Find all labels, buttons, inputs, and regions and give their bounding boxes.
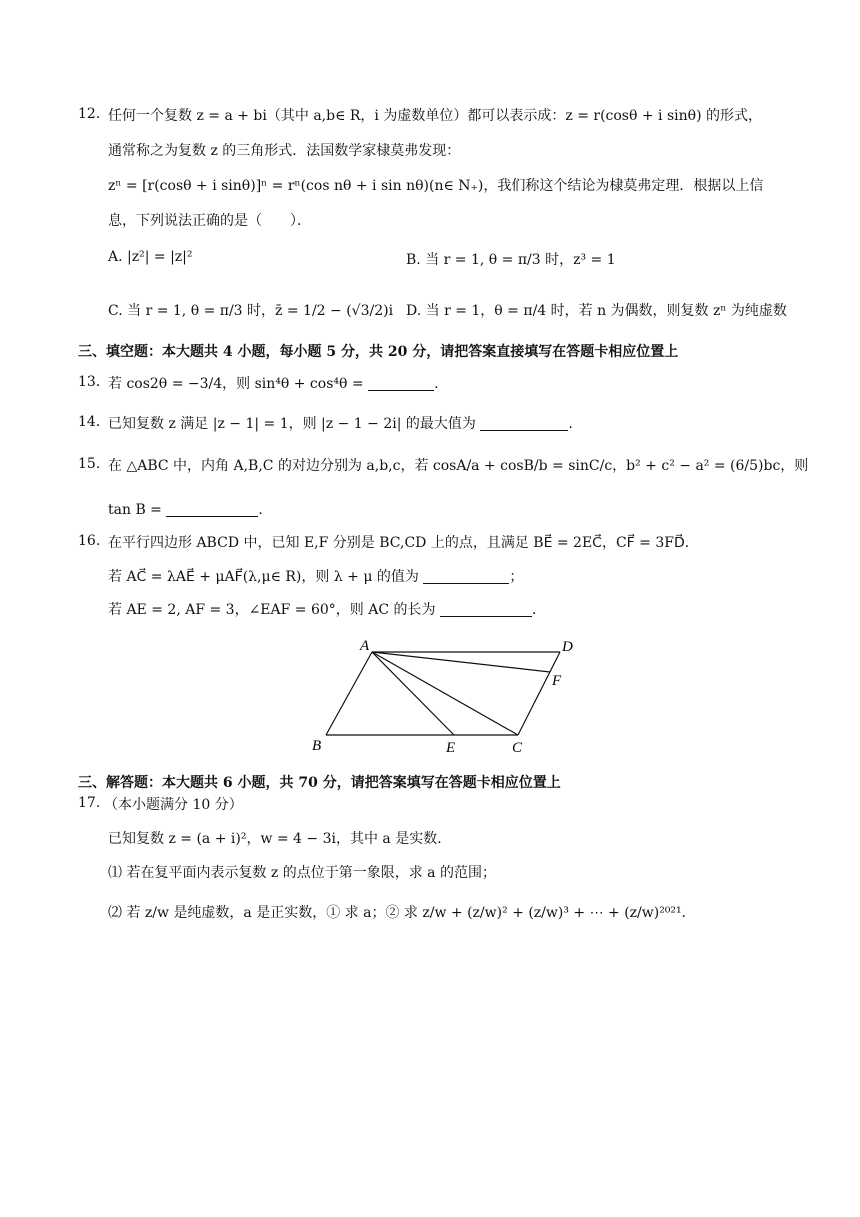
q13-end: . — [434, 376, 439, 392]
q13-answer-blank — [368, 390, 434, 391]
q15-tanb-label: tan B = — [108, 502, 162, 518]
q13-line — [108, 374, 439, 394]
q16-line2 — [108, 567, 523, 587]
segment-af — [372, 652, 550, 672]
q16-line1: 在平行四边形 ABCD 中，已知 E,F 分别是 BC,CD 上的点，且满足 BE⃗ = 2EC⃗，CF⃗ = 3FD⃗． — [108, 535, 699, 551]
q17-line1: 已知复数 z = (a + i)²，w = 4 − 3i，其中 a 是实数． — [108, 831, 452, 847]
q15-answer-blank — [166, 516, 258, 517]
q12-number: 12. — [78, 106, 101, 122]
q13-number: 13. — [78, 374, 101, 390]
edge-cd — [518, 652, 560, 735]
q16-line3 — [108, 600, 546, 620]
q16-line2-text: 若 AC⃗ = λAE⃗ + μAF⃗(λ,μ∈ R)，则 λ + μ 的值为 — [108, 569, 419, 585]
q14-answer-blank — [480, 430, 568, 431]
q14-number: 14. — [78, 414, 101, 430]
q16-line2-end: ； — [509, 569, 524, 585]
q16-line3-end: ． — [531, 602, 546, 618]
label-a: A — [360, 638, 370, 654]
q12-option-b: B. 当 r = 1, θ = π/3 时，z³ = 1 — [406, 252, 616, 268]
q15-text: 在 △ABC 中，内角 A,B,C 的对边分别为 a,b,c，若 cosA/a + cosB/b = sinC/c，b² + c² − a² = (6/5)bc，则 — [108, 458, 809, 474]
q16-answer-blank-2 — [440, 616, 532, 617]
q15-number: 15. — [78, 456, 101, 472]
segment-ac — [372, 652, 518, 735]
section-answer-heading: 三、解答题：本大题共 6 小题，共 70 分，请把答案填写在答题卡相应位置上 — [78, 775, 561, 791]
q14-text: 已知复数 z 满足 |z − 1| = 1，则 |z − 1 − 2i| 的最大值为 — [108, 416, 476, 432]
section-fill-in-heading: 三、填空题：本大题共 4 小题，每小题 5 分，共 20 分，请把答案直接填写在答题卡相应位置上 — [78, 344, 679, 360]
q17-part1: ⑴ 若在复平面内表示复数 z 的点位于第一象限，求 a 的范围； — [108, 865, 496, 881]
q12-line4: 息，下列说法正确的是（ ）． — [108, 213, 311, 229]
q12-option-c: C. 当 r = 1, θ = π/3 时，z̄ = 1/2 − (√3/2)i — [108, 303, 394, 319]
q15-line2 — [108, 500, 263, 520]
q12-line3: zⁿ = [r(cosθ + i sinθ)]ⁿ = rⁿ(cos nθ + i sin nθ)(n∈ N₊)，我们称这个结论为棣莫弗定理．根据以上信 — [108, 178, 764, 194]
q14-line — [108, 414, 573, 434]
q14-end: . — [568, 416, 573, 432]
q15-end: . — [258, 502, 263, 518]
q17-part2: ⑵ 若 z/w 是纯虚数，a 是正实数，① 求 a；② 求 z/w + (z/w)² + (z/w)³ + ⋯ + (z/w)²⁰²¹． — [108, 905, 696, 921]
label-e: E — [446, 740, 456, 756]
q17-header: （本小题满分 10 分） — [104, 797, 243, 813]
segment-ae — [372, 652, 454, 735]
q12-line2: 通常称之为复数 z 的三角形式．法国数学家棣莫弗发现： — [108, 143, 461, 159]
q12-option-a: A. |z²| = |z|² — [108, 249, 193, 265]
edge-ab — [326, 652, 372, 735]
q16-answer-blank-1 — [423, 583, 509, 584]
q17-number: 17. — [78, 795, 101, 811]
q13-text: 若 cos2θ = −3/4，则 sin⁴θ + cos⁴θ = — [108, 376, 364, 392]
q12-option-d: D. 当 r = 1，θ = π/4 时，若 n 为偶数，则复数 zⁿ 为纯虚数 — [406, 303, 787, 319]
q12-line1: 任何一个复数 z = a + bi（其中 a,b∈ R，i 为虚数单位）都可以表示成：z = r(cosθ + i sinθ) 的形式， — [108, 108, 762, 124]
label-b: B — [312, 738, 322, 754]
label-f: F — [552, 673, 562, 689]
label-c: C — [512, 740, 523, 756]
parallelogram-figure — [300, 636, 590, 760]
q16-line3-text: 若 AE = 2, AF = 3，∠EAF = 60°，则 AC 的长为 — [108, 602, 436, 618]
label-d: D — [562, 639, 573, 655]
q16-number: 16. — [78, 533, 101, 549]
